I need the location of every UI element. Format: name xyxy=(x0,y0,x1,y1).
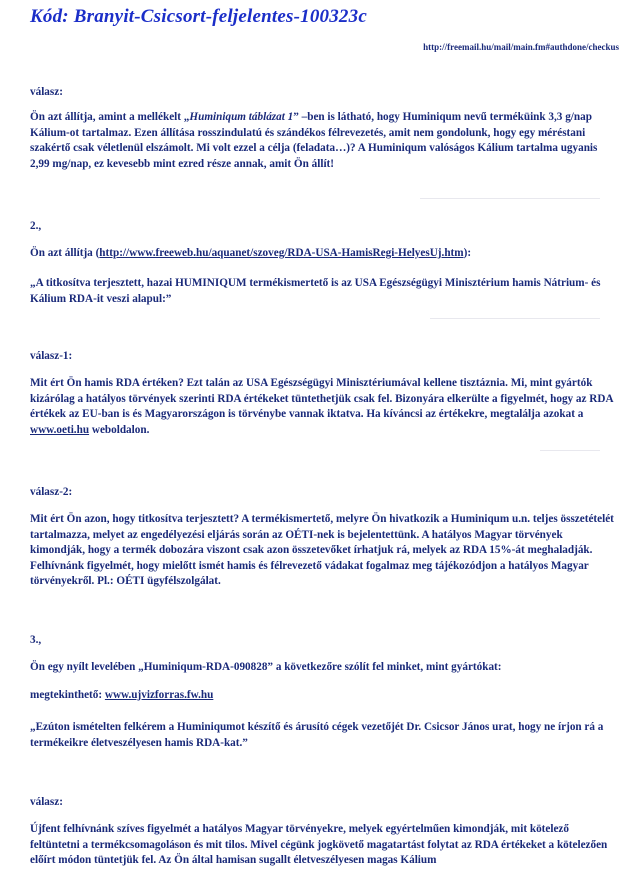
claim-quote-3: „Ezúton ismételten felkérem a Huminiqumot készítő és árusító cégek vezetőjét Dr. Csicsor János urat, hogy ne írjon rá a termékeikre életveszélyesen hamis RDA-kat.” xyxy=(30,721,604,749)
text-segment: ): xyxy=(463,247,472,259)
scan-artifact xyxy=(540,450,600,451)
answer-paragraph-1 xyxy=(30,110,615,172)
oeti-link[interactable]: www.oeti.hu xyxy=(30,423,90,436)
text-segment: ” –ben is látható, hogy Huminiqum nevű terméküink 3,3 g/nap Kálium-ot tartalmaz. Ezen állítása rosszindulatú és szándékos félrevezetés, amit nem gondolunk, hogy egy méréstani szakértő csak véletlenül elszámolt. Mi volt ezzel a célja (feladata…)? A Huminiqum valóságos Kálium tartalma ugyanis 2,99 mg/nap, ez kevesebb mint ezred része annak, amit Ön állít! xyxy=(30,111,598,170)
freeweb-link[interactable]: http://www.freeweb.hu/aquanet/szoveg/RDA-USA-HamisRegi-HelyesUj.htm xyxy=(99,247,464,259)
see-line xyxy=(30,688,615,704)
answer-label-2-2: válasz-2: xyxy=(30,486,73,498)
answer-label-1: válasz: xyxy=(30,86,63,98)
document-title: Kód: Branyit-Csicsort-feljelentes-100323c xyxy=(30,6,367,27)
text-segment: weboldalon. xyxy=(89,423,150,436)
section-number-2: 2., xyxy=(30,220,42,232)
text-segment: Mit ért Ön hamis RDA értéken? Ezt talán az USA Egészségügyi Minisztériumával kellene tisztáznia. Mi, mint gyártók kizárólag a hatályos törvények szerinti RDA értékeket tüntethetjük csak fel. Bizonyára elkerülte a figyelmét, hogy az RDA értékek az EU-ban is és Magyarországon is törvénybe vannak iktatva. Ha kíváncsi az értékekre, megtalálja azokat a xyxy=(30,377,613,420)
emphasis-text: Huminiqum táblázat 1 xyxy=(189,111,294,123)
answer-paragraph-3: Újfent felhívnánk szíves figyelmét a hatályos Magyar törvényekre, melyek egyértelműen kimondják, mit kötelező feltüntetni a termékcsomagoláson és mit tilos. Mivel cégünk jogkövető magatartást folytat az RDA értékeket a kötelezően előírt módon tüntetjük fel. Az Ön által hamisan sugallt életveszélyesen magas Kálium xyxy=(30,823,608,866)
claim-intro-3: Ön egy nyílt levelében „Huminiqum-RDA-090828” a következőre szólít fel minket, mint gyártókat: xyxy=(30,661,502,673)
answer-paragraph-2-1 xyxy=(30,376,615,438)
claim-intro-2 xyxy=(30,246,615,262)
header-url: http://freemail.hu/mail/main.fm#authdone/checkus xyxy=(423,42,619,52)
scan-artifact xyxy=(430,318,600,319)
answer-paragraph-2-2: Mit ért Ön azon, hogy titkosítva terjesztett? A termékismertető, melyre Ön hivatkozik a Huminiqum u.n. teljes összetételét tartalmazza, melyet az engedélyezési eljárás során az OÉTI-nek is bejelentettünk. A hatályos Magyar törvények kimondják, hogy a termék dobozára viszont csak azon összetevőket írhatjuk rá, melyek az RDA 15%-át meghaladják. Felhívnánk figyelmét, hogy mielőtt ismét hamis és félrevezető vádakat fogalmaz meg tájékozódjon a hatályos Magyar törvényekről. Pl.: OÉTI ügyfélszolgálat. xyxy=(30,513,614,587)
answer-label-2-1: válasz-1: xyxy=(30,350,73,362)
scan-artifact xyxy=(420,198,600,199)
ujvizforras-link[interactable]: www.ujvizforras.fw.hu xyxy=(104,689,214,701)
answer-label-3: válasz: xyxy=(30,796,63,808)
text-segment: Ön azt állítja ( xyxy=(30,247,100,259)
see-label: megtekinthető: xyxy=(30,689,105,701)
section-number-3: 3., xyxy=(30,634,42,646)
claim-quote-2: „A titkosítva terjesztett, hazai HUMINIQUM termékismertető is az USA Egészségügyi Minisztérium hamis Nátrium- és Kálium RDA-it veszi alapul:” xyxy=(30,277,601,305)
text-segment: Ön azt állítja, amint a mellékelt „ xyxy=(30,111,190,123)
